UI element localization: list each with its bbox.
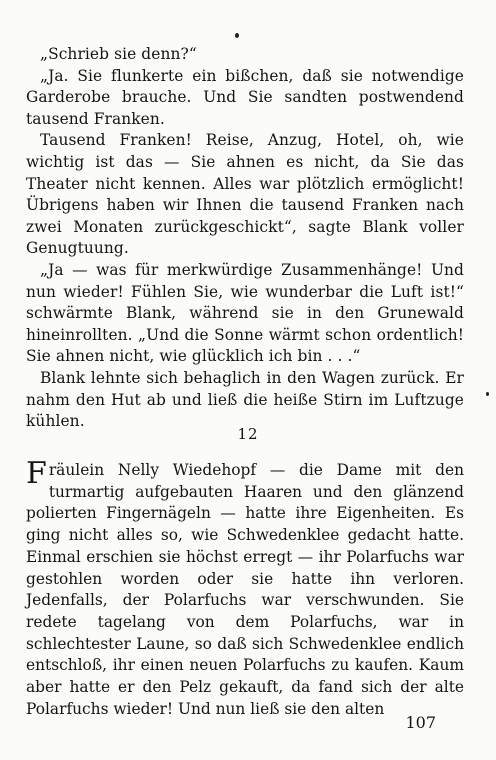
paragraph: Blank lehnte sich behaglich in den Wagen zurück. Er nahm den Hut ab und ließ die heiße Stirn im Luftzuge kühlen. <box>26 368 464 431</box>
chapter-body <box>26 456 464 720</box>
paragraph: „Ja — was für merkwürdige Zusammenhänge! Und nun wieder! Fühlen Sie, wie wunderbar die Luft ist!“ schwärmte Blank, während sie in den Grunewald hineinrollten. „Und die Sonne wärmt schon ordentlich! Sie ahnen nicht, wie glücklich ich bin . . .“ <box>26 260 464 366</box>
ink-speck <box>486 392 489 396</box>
body-text <box>26 44 464 433</box>
ink-speck <box>235 33 239 38</box>
paragraph: „Ja. Sie flunkerte ein bißchen, daß sie notwendige Garderobe brauche. Und Sie sandten postwendend tausend Franken. <box>26 66 464 128</box>
chapter-initial: F <box>26 456 47 491</box>
page-number: 107 <box>405 713 436 732</box>
chapter-paragraph-text: räulein Nelly Wiedehopf — die Dame mit den turmartig aufgebauten Haaren und den glänzend polierten Fingernägeln — hatte ihre Eigenheiten. Es ging nicht alles so, wie Schwedenklee gedacht hatte. Einmal erschien sie höchst erregt — ihr Polarfuchs war gestohlen worden oder sie hatte ihn verloren. Jedenfalls, der Polarfuchs war verschwunden. Sie redete tagelang von dem Polarfuchs, war in schlechtester Laune, so daß sich Schwedenklee endlich entschloß, ihr einen neuen Polarfuchs zu kaufen. Kaum aber hatte er den Pelz gekauft, da fand sich der alte Polarfuchs wieder! Und nun ließ sie den alten <box>26 461 464 718</box>
paragraph: Tausend Franken! Reise, Anzug, Hotel, oh, wie wichtig ist das — Sie ahnen es nicht, da Sie das Theater nicht kennen. Alles war plötzlich ermöglicht! Übrigens haben wir Ihnen die tausend Franken nach zwei Monaten zurückgeschickt“, sagte Blank voller Genugtuung. <box>26 131 464 258</box>
chapter-number: 12 <box>237 425 259 443</box>
chapter-paragraph <box>26 456 464 720</box>
paragraph: „Schrieb sie denn?“ <box>40 45 197 63</box>
